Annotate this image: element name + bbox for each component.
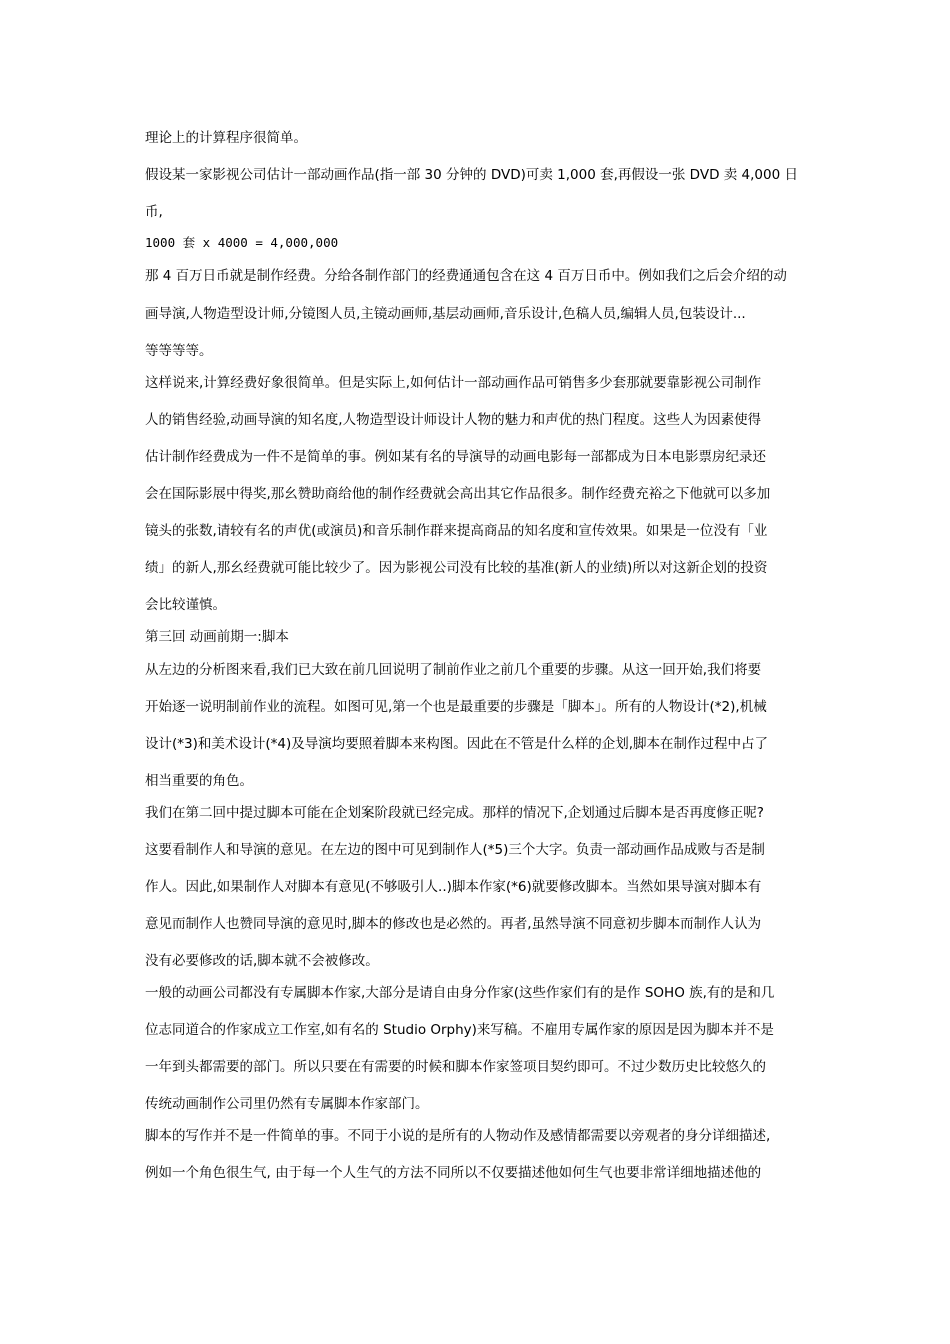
text-line: 一年到头都需要的部门。所以只要在有需要的时候和脚本作家签项目契约即可。不过少数历史比较悠久的	[145, 1059, 766, 1075]
text-line: 币,	[145, 204, 163, 220]
text-line: 会比较谨慎。	[145, 597, 226, 613]
formula-line: 1000 套 x 4000 = 4,000,000	[145, 235, 339, 250]
text-line: 这样说来,计算经费好象很简单。但是实际上,如何估计一部动画作品可销售多少套那就要靠影视公司制作	[145, 375, 762, 391]
text-line: 开始逐一说明制前作业的流程。如图可见,第一个也是最重要的步骤是「脚本」。所有的人物设计(*2),机械	[145, 699, 767, 715]
text-line: 这要看制作人和导演的意见。在左边的图中可见到制作人(*5)三个大字。负责一部动画作品成败与否是制	[145, 842, 765, 858]
text-line: 例如一个角色很生气, 由于每一个人生气的方法不同所以不仅要描述他如何生气也要非常详细地描述他的	[145, 1165, 762, 1181]
text-line: 理论上的计算程序很简单。	[145, 130, 307, 146]
text-line: 从左边的分析图来看,我们已大致在前几回说明了制前作业之前几个重要的步骤。从这一回开始,我们将要	[145, 662, 762, 678]
text-line: 人的销售经验,动画导演的知名度,人物造型设计师设计人物的魅力和声优的热门程度。这些人为因素使得	[145, 412, 762, 428]
text-line: 镜头的张数,请较有名的声优(或演员)和音乐制作群来提高商品的知名度和宣传效果。如果是一位没有「业	[145, 523, 768, 539]
text-line: 一般的动画公司都没有专属脚本作家,大部分是请自由身分作家(这些作家们有的是作 SOHO 族,有的是和几	[145, 985, 775, 1001]
text-line: 没有必要修改的话,脚本就不会被修改。	[145, 953, 379, 969]
text-line: 我们在第二回中提过脚本可能在企划案阶段就已经完成。那样的情况下,企划通过后脚本是否再度修正呢?	[145, 805, 764, 821]
text-line: 位志同道合的作家成立工作室,如有名的 Studio Orphy)来写稿。不雇用专属作家的原因是因为脚本并不是	[145, 1022, 774, 1038]
text-line: 相当重要的角色。	[145, 773, 253, 789]
text-line: 意见而制作人也赞同导演的意见时,脚本的修改也是必然的。再者,虽然导演不同意初步脚本而制作人认为	[145, 916, 762, 932]
text-line: 设计(*3)和美术设计(*4)及导演均要照着脚本来构图。因此在不管是什么样的企划,脚本在制作过程中占了	[145, 736, 769, 752]
section-heading: 第三回 动画前期一:脚本	[145, 629, 289, 645]
text-line: 绩」的新人,那幺经费就可能比较少了。因为影视公司没有比较的基准(新人的业绩)所以对这新企划的投资	[145, 560, 768, 576]
text-line: 作人。因此,如果制作人对脚本有意见(不够吸引人..)脚本作家(*6)就要修改脚本。当然如果导演对脚本有	[145, 879, 762, 895]
text-line: 画导演,人物造型设计师,分镜图人员,主镜动画师,基层动画师,音乐设计,色稿人员,编辑人员,包装设计...	[145, 306, 746, 322]
text-line: 估计制作经费成为一件不是简单的事。例如某有名的导演导的动画电影每一部都成为日本电影票房纪录还	[145, 449, 766, 465]
text-line: 等等等等。	[145, 343, 213, 359]
text-line: 脚本的写作并不是一件简单的事。不同于小说的是所有的人物动作及感情都需要以旁观者的身分详细描述,	[145, 1128, 771, 1144]
text-line: 那 4 百万日币就是制作经费。分给各制作部门的经费通通包含在这 4 百万日币中。例如我们之后会介绍的动	[145, 268, 787, 284]
text-line: 会在国际影展中得奖,那幺赞助商给他的制作经费就会高出其它作品很多。制作经费充裕之下他就可以多加	[145, 486, 771, 502]
text-line: 假设某一家影视公司估计一部动画作品(指一部 30 分钟的 DVD)可卖 1,000 套,再假设一张 DVD 卖 4,000 日	[145, 167, 798, 183]
text-line: 传统动画制作公司里仍然有专属脚本作家部门。	[145, 1096, 429, 1112]
